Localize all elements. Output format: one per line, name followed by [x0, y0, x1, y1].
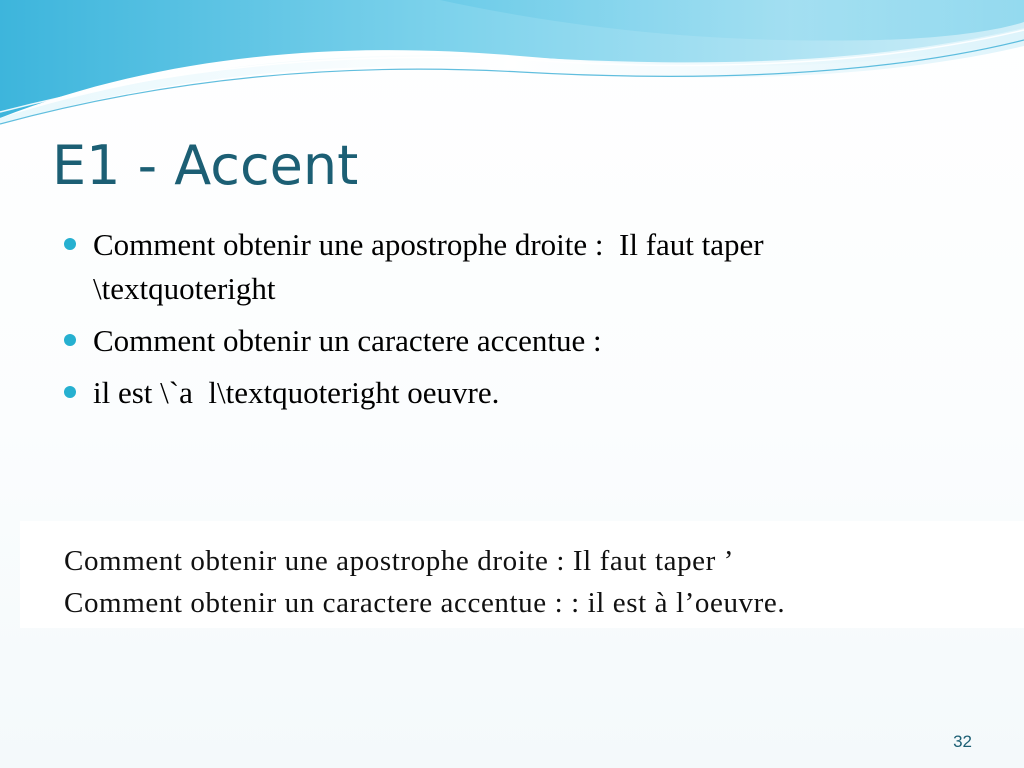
bullet-text-line: \textquoteright	[93, 271, 276, 306]
rendered-output-line: Comment obtenir une apostrophe droite : Il faut taper ’	[64, 545, 735, 577]
bullet-text-line: Comment obtenir un caractere accentue :	[93, 323, 602, 358]
bullet-item-apostrophe	[64, 223, 974, 311]
page-number: 32	[953, 732, 972, 751]
rendered-output-image	[20, 521, 1024, 628]
bullet-item-example	[64, 371, 974, 415]
bullet-text-line: Comment obtenir une apostrophe droite : Il faut taper	[93, 227, 764, 262]
slide-title: E1 - Accent	[52, 134, 359, 197]
bullet-dot-icon	[64, 238, 76, 250]
bullet-dot-icon	[64, 386, 76, 398]
bullet-item-accent	[64, 319, 974, 363]
bullet-list	[64, 223, 974, 423]
bullet-dot-icon	[64, 334, 76, 346]
bullet-text-line: il est \`a l\textquoteright oeuvre.	[93, 375, 500, 410]
header-wave-decoration	[0, 0, 1024, 130]
rendered-output-line: Comment obtenir un caractere accentue : : il est à l’oeuvre.	[64, 587, 786, 619]
